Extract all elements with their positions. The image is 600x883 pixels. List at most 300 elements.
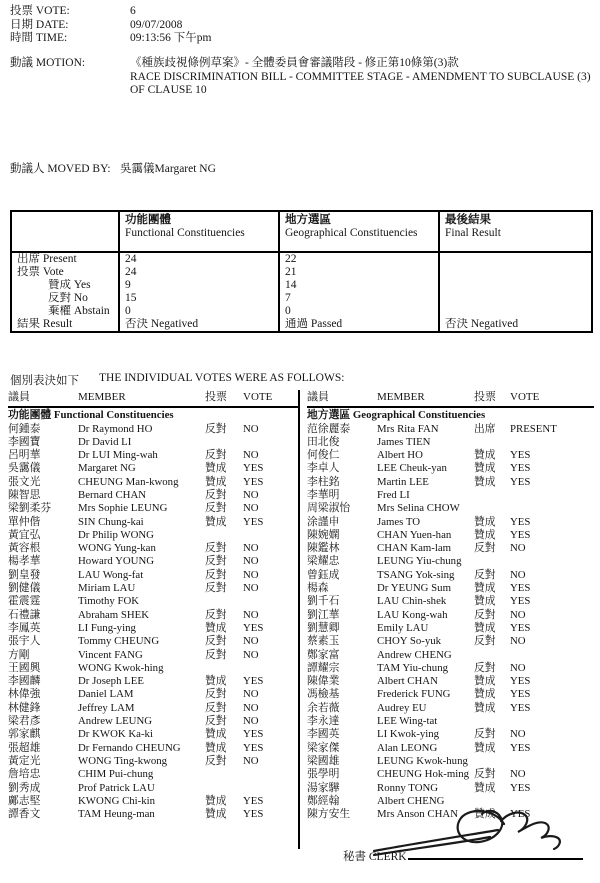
vote-en: YES (510, 675, 531, 688)
member-name-cn: 李國麟 (8, 675, 41, 688)
member-name-cn: 王國興 (8, 661, 41, 674)
member-name-en: LI Kwok-ying (377, 728, 440, 741)
vote-en (243, 662, 298, 675)
vote-cn: 反對 (474, 768, 496, 781)
member-vote-row (8, 542, 298, 555)
info-row (10, 32, 590, 46)
section-label-functional: 功能團體 Functional Constituencies (8, 409, 174, 421)
summary-row (11, 292, 592, 305)
vote-cn: 贊成 (474, 582, 496, 595)
vote-en: YES (243, 808, 264, 821)
vote-en: NO (243, 648, 259, 661)
vote-cn: 贊成 (205, 728, 227, 741)
member-vote-row (8, 462, 298, 475)
functional-rows (8, 423, 298, 822)
vote-cn: 贊成 (205, 808, 227, 821)
member-vote-row (307, 728, 594, 741)
member-vote-row (307, 529, 594, 542)
individual-votes-columns (8, 390, 594, 849)
member-name-en: Abraham SHEK (78, 608, 150, 621)
member-name-en: Albert CHAN (377, 675, 438, 688)
member-name-cn: 李鳳英 (8, 621, 41, 634)
member-name-en: Prof Patrick LAU (78, 781, 155, 794)
vote-en: NO (243, 422, 259, 435)
vote-cn: 反對 (205, 582, 227, 595)
summary-geographical-value: 22 (279, 252, 439, 266)
member-name-cn: 楊森 (307, 582, 329, 595)
member-vote-row (8, 555, 298, 568)
member-name-cn: 張宇人 (8, 635, 41, 648)
member-name-cn: 郭家麒 (8, 728, 41, 741)
vote-en: NO (243, 582, 259, 595)
member-name-cn: 李國英 (307, 728, 340, 741)
member-vote-row (307, 582, 594, 595)
summary-row (11, 318, 592, 332)
member-name-cn: 涂謹申 (307, 515, 340, 528)
member-name-cn: 李卓人 (307, 462, 340, 475)
member-name-en: Martin LEE (377, 475, 429, 488)
member-name-cn: 梁國雄 (307, 754, 340, 767)
member-vote-row (8, 622, 298, 635)
member-name-en: LEUNG Kwok-hung (377, 754, 468, 767)
member-name-cn: 陳鑑林 (307, 542, 340, 555)
vote-cn: 反對 (474, 728, 496, 741)
vote-en: YES (243, 794, 264, 807)
vote-en: PRESENT (510, 422, 557, 435)
summary-row (11, 266, 592, 279)
summary-functional-value: 否決 Negatived (119, 318, 279, 332)
header-member-cn: 議員 (8, 391, 30, 403)
member-vote-row (307, 715, 594, 728)
member-name-cn: 林偉強 (8, 688, 41, 701)
member-name-en: Dr YEUNG Sum (377, 582, 451, 595)
member-vote-row (307, 768, 594, 781)
summary-body (11, 252, 592, 332)
member-vote-row (8, 688, 298, 701)
summary-geographical-value: 通過 Passed (279, 318, 439, 332)
member-vote-row (307, 675, 594, 688)
info-value: 09/07/2008 (130, 18, 183, 31)
vote-en (243, 595, 298, 608)
info-row (10, 19, 590, 33)
vote-cn: 贊成 (205, 621, 227, 634)
member-name-en: Alan LEONG (377, 741, 438, 754)
summary-col-header-en: Geographical Constituencies (285, 227, 418, 239)
member-vote-row (8, 449, 298, 462)
member-name-en: LEUNG Yiu-chung (377, 555, 462, 568)
vote-cn: 反對 (205, 754, 227, 767)
member-name-en: TSANG Yok-sing (377, 568, 455, 581)
member-vote-row (307, 489, 594, 502)
vote-en: NO (243, 754, 259, 767)
member-name-cn: 李柱銘 (307, 475, 340, 488)
geographical-rows (307, 423, 594, 822)
member-vote-row (8, 529, 298, 542)
vote-cn (474, 555, 510, 568)
member-name-en: Vincent FANG (78, 648, 143, 661)
clerk-label: 秘書 CLERK (343, 851, 407, 863)
vote-en: YES (510, 595, 531, 608)
member-name-en: Andrew LEUNG (78, 715, 153, 728)
vote-cn (205, 662, 243, 675)
vote-en: NO (243, 701, 259, 714)
member-vote-row (307, 462, 594, 475)
member-name-en: Dr LUI Ming-wah (78, 449, 158, 462)
member-name-en: CHAN Yuen-han (377, 528, 452, 541)
summary-row-label: 棄權 Abstain (48, 305, 110, 317)
member-vote-row (307, 702, 594, 715)
member-vote-row (8, 755, 298, 768)
vote-en: NO (510, 768, 526, 781)
summary-final-value: 否決 Negatived (439, 318, 592, 332)
member-name-en: Mrs Selina CHOW (377, 502, 460, 515)
member-name-en: Mrs Sophie LEUNG (78, 502, 168, 515)
summary-col-header-cn: 功能團體 (125, 214, 171, 226)
summary-row-label: 結果 Result (17, 318, 73, 330)
member-vote-row (8, 595, 298, 608)
member-vote-row (8, 795, 298, 808)
member-name-en: Albert CHENG (377, 794, 445, 807)
member-vote-row (307, 649, 594, 662)
vote-cn: 反對 (205, 555, 227, 568)
vote-cn: 反對 (205, 688, 227, 701)
summary-col-header-cn: 地方選區 (285, 214, 331, 226)
member-name-cn: 李國寶 (8, 435, 41, 448)
vote-en: YES (510, 515, 531, 528)
member-name-cn: 吳靄儀 (8, 462, 41, 475)
summary-header-row (11, 211, 592, 252)
member-name-cn: 蔡素玉 (307, 635, 340, 648)
member-name-cn: 梁耀忠 (307, 555, 340, 568)
member-name-en: Mrs Anson CHAN (377, 808, 458, 821)
vote-en: YES (510, 701, 531, 714)
clerk-signature-line (408, 847, 583, 860)
vote-cn: 反對 (474, 568, 496, 581)
member-name-en: Andrew CHENG (377, 648, 452, 661)
member-name-en: LAU Kong-wah (377, 608, 448, 621)
member-name-cn: 陳偉業 (307, 675, 340, 688)
member-vote-row (8, 436, 298, 449)
vote-en: YES (510, 582, 531, 595)
member-name-cn: 詹培忠 (8, 768, 41, 781)
vote-en: NO (243, 542, 259, 555)
member-vote-row (307, 423, 594, 436)
header-vote-cn: 投票 (205, 391, 227, 403)
member-vote-row (307, 662, 594, 675)
vote-cn: 反對 (474, 608, 496, 621)
vote-cn: 反對 (205, 422, 227, 435)
vote-cn (474, 755, 510, 768)
header-vote-cn: 投票 (474, 391, 496, 403)
vote-cn: 贊成 (474, 621, 496, 634)
vote-cn: 反對 (205, 701, 227, 714)
member-name-en: Howard YOUNG (78, 555, 155, 568)
member-vote-row (8, 569, 298, 582)
summary-functional-value: 15 (119, 292, 279, 305)
member-vote-row (307, 449, 594, 462)
member-vote-row (8, 502, 298, 515)
member-vote-row (8, 675, 298, 688)
member-name-en: Miriam LAU (78, 582, 136, 595)
member-vote-row (307, 742, 594, 755)
member-vote-row (8, 635, 298, 648)
vote-cn: 贊成 (205, 462, 227, 475)
vote-cn: 贊成 (474, 688, 496, 701)
member-vote-row (8, 476, 298, 489)
vote-cn: 反對 (205, 635, 227, 648)
member-name-en: Daniel LAM (78, 688, 134, 701)
member-name-en: Audrey EU (377, 701, 427, 714)
member-name-en: KWONG Chi-kin (78, 794, 156, 807)
member-vote-row (307, 436, 594, 449)
member-name-en: Emily LAU (377, 621, 429, 634)
member-name-cn: 鄺志堅 (8, 794, 41, 807)
member-name-en: Mrs Rita FAN (377, 422, 439, 435)
member-name-cn: 湯家驊 (307, 781, 340, 794)
summary-functional-value: 0 (119, 305, 279, 318)
vote-en (510, 502, 594, 515)
member-name-en: Timothy FOK (78, 595, 140, 608)
vote-en (510, 436, 594, 449)
vote-cn: 贊成 (474, 515, 496, 528)
member-vote-row (8, 649, 298, 662)
vote-en: NO (243, 502, 259, 515)
member-vote-row (8, 609, 298, 622)
member-vote-row (307, 755, 594, 768)
header-member-en: MEMBER (78, 391, 126, 403)
member-name-cn: 劉健儀 (8, 582, 41, 595)
vote-cn: 贊成 (474, 808, 496, 821)
vote-en: NO (510, 728, 526, 741)
vote-cn: 出席 (474, 422, 496, 435)
individual-title-en: THE INDIVIDUAL VOTES WERE AS FOLLOWS: (99, 372, 345, 384)
member-name-en: CHAN Kam-lam (377, 542, 452, 555)
moved-by-row (10, 160, 216, 176)
member-name-cn: 方剛 (8, 648, 30, 661)
member-name-en: LEE Wing-tat (377, 715, 438, 728)
member-vote-row (8, 423, 298, 436)
moved-by-label: 動議人 MOVED BY: (10, 163, 111, 175)
vote-cn: 贊成 (205, 794, 227, 807)
member-name-cn: 梁劉柔芬 (8, 502, 52, 515)
summary-geographical-value: 0 (279, 305, 439, 318)
member-name-cn: 黃容根 (8, 542, 41, 555)
member-name-cn: 劉慧卿 (307, 621, 340, 634)
member-name-en: CHEUNG Man-kwong (78, 475, 179, 488)
individual-title-cn: 個別表決如下 (10, 375, 79, 387)
member-name-en: Dr David LI (78, 435, 132, 448)
column-headers-right (307, 390, 594, 408)
member-name-cn: 黃宜弘 (8, 528, 41, 541)
member-name-cn: 劉千石 (307, 595, 340, 608)
motion-row (10, 57, 594, 98)
header-vote-en: VOTE (243, 391, 273, 403)
member-vote-row (307, 622, 594, 635)
member-vote-row (8, 582, 298, 595)
member-vote-row (307, 542, 594, 555)
summary-final-value (439, 266, 592, 279)
vote-cn: 贊成 (474, 781, 496, 794)
header-member-en: MEMBER (377, 391, 425, 403)
summary-geographical-value: 21 (279, 266, 439, 279)
member-name-cn: 余若薇 (307, 701, 340, 714)
member-name-en: LI Fung-ying (78, 621, 136, 634)
member-name-en: James TO (377, 515, 421, 528)
info-label: 時間 TIME: (10, 32, 68, 44)
member-name-cn: 霍震霆 (8, 595, 41, 608)
vote-cn: 反對 (205, 542, 227, 555)
vote-cn: 贊成 (474, 741, 496, 754)
vote-cn (474, 436, 510, 449)
summary-col-header-cn: 最後結果 (445, 214, 491, 226)
info-label: 日期 DATE: (10, 18, 69, 31)
summary-col-header (279, 211, 439, 252)
member-name-cn: 林健鋒 (8, 701, 41, 714)
summary-final-value (439, 305, 592, 318)
member-name-en: CHOY So-yuk (377, 635, 442, 648)
summary-functional-value: 24 (119, 252, 279, 266)
vote-cn: 贊成 (474, 528, 496, 541)
vote-en: NO (243, 715, 259, 728)
motion-line: RACE DISCRIMINATION BILL - COMMITTEE STAGE - AMENDMENT TO SUBCLAUSE (3) (130, 70, 591, 83)
vote-cn: 反對 (474, 542, 496, 555)
member-name-en: Bernard CHAN (78, 488, 147, 501)
member-name-cn: 劉秀成 (8, 781, 41, 794)
vote-cn: 贊成 (205, 475, 227, 488)
member-name-en: Dr KWOK Ka-ki (78, 728, 153, 741)
member-vote-row (8, 702, 298, 715)
vote-cn: 贊成 (205, 675, 227, 688)
member-name-cn: 田北俊 (307, 435, 340, 448)
vote-en: YES (243, 728, 264, 741)
member-name-en: Ronny TONG (377, 781, 439, 794)
vote-en: YES (510, 528, 531, 541)
summary-col-header (119, 211, 279, 252)
summary-row-label: 反對 No (48, 292, 88, 304)
vote-en: YES (510, 781, 531, 794)
vote-cn: 贊成 (205, 741, 227, 754)
vote-en (243, 768, 298, 781)
vote-en: NO (243, 449, 259, 462)
summary-table-wrap (10, 210, 593, 333)
vote-en: NO (243, 635, 259, 648)
member-vote-row (307, 476, 594, 489)
member-name-en: Margaret NG (78, 462, 136, 475)
member-name-en: SIN Chung-kai (78, 515, 144, 528)
info-row (10, 5, 590, 19)
summary-geographical-value: 14 (279, 279, 439, 292)
member-name-en: WONG Ting-kwong (78, 754, 168, 767)
member-name-cn: 梁家傑 (307, 741, 340, 754)
member-vote-row (8, 516, 298, 529)
vote-cn: 贊成 (474, 462, 496, 475)
member-vote-row (8, 808, 298, 821)
vote-en: YES (510, 621, 531, 634)
member-vote-row (307, 782, 594, 795)
vote-en: NO (510, 542, 526, 555)
vote-en: YES (510, 808, 531, 821)
motion-line: 《種族歧視條例草案》- 全體委員會審議階段 - 修正第10條第(3)款 (130, 57, 459, 69)
member-name-en: CHEUNG Hok-ming (377, 768, 470, 781)
member-vote-row (8, 715, 298, 728)
info-value: 6 (130, 5, 136, 17)
vote-en: NO (510, 608, 526, 621)
geographical-column (298, 390, 594, 849)
individual-votes-title (10, 372, 344, 388)
vote-en: YES (243, 675, 264, 688)
member-name-en: Dr Raymond HO (78, 422, 153, 435)
member-name-en: CHIM Pui-chung (78, 768, 154, 781)
vote-cn: 贊成 (474, 475, 496, 488)
member-name-cn: 鄭家富 (307, 648, 340, 661)
vote-en (510, 489, 594, 502)
summary-col-header-en: Functional Constituencies (125, 227, 245, 239)
member-name-en: Fred LI (377, 488, 410, 501)
vote-en: YES (510, 688, 531, 701)
member-name-en: LEE Cheuk-yan (377, 462, 447, 475)
member-name-cn: 呂明華 (8, 449, 41, 462)
summary-table (10, 210, 593, 333)
member-vote-row (307, 609, 594, 622)
vote-en (243, 436, 298, 449)
vote-en: NO (243, 488, 259, 501)
vote-en (510, 649, 594, 662)
vote-en: NO (243, 688, 259, 701)
member-name-cn: 石禮謙 (8, 608, 41, 621)
member-name-en: TAM Heung-man (78, 808, 155, 821)
vote-cn: 反對 (205, 608, 227, 621)
vote-en: YES (243, 515, 264, 528)
moved-by-value: 吳靄儀Margaret NG (120, 163, 216, 175)
vote-cn: 贊成 (474, 701, 496, 714)
member-name-en: Dr Philip WONG (78, 528, 154, 541)
vote-cn: 贊成 (205, 515, 227, 528)
vote-en: YES (243, 462, 264, 475)
vote-cn (205, 529, 243, 542)
member-name-cn: 張超雄 (8, 741, 41, 754)
vote-cn: 贊成 (474, 595, 496, 608)
member-name-en: Frederick FUNG (377, 688, 451, 701)
member-name-cn: 曾鈺成 (307, 568, 340, 581)
member-name-cn: 譚香文 (8, 808, 41, 821)
member-vote-row (8, 768, 298, 781)
member-vote-row (307, 516, 594, 529)
member-name-en: Dr Fernando CHEUNG (78, 741, 181, 754)
vote-cn (205, 768, 243, 781)
vote-en (510, 715, 594, 728)
summary-row (11, 279, 592, 292)
vote-en (243, 782, 298, 795)
column-headers-left (8, 390, 298, 408)
member-vote-row (8, 782, 298, 795)
info-value: 09:13:56 下午pm (130, 32, 212, 44)
member-vote-row (8, 489, 298, 502)
member-name-cn: 黃定光 (8, 754, 41, 767)
member-vote-row (307, 688, 594, 701)
vote-cn (205, 436, 243, 449)
vote-en: YES (510, 475, 531, 488)
member-name-cn: 鄭經翰 (307, 794, 340, 807)
member-name-en: WONG Yung-kan (78, 542, 156, 555)
member-name-en: LAU Chin-shek (377, 595, 447, 608)
vote-cn: 反對 (205, 449, 227, 462)
info-label: 投票 VOTE: (10, 5, 70, 17)
member-name-cn: 譚耀宗 (307, 661, 340, 674)
vote-en: YES (510, 449, 531, 462)
vote-en: NO (510, 568, 526, 581)
summary-row-label: 出席 Present (17, 253, 77, 265)
vote-en: NO (243, 555, 259, 568)
